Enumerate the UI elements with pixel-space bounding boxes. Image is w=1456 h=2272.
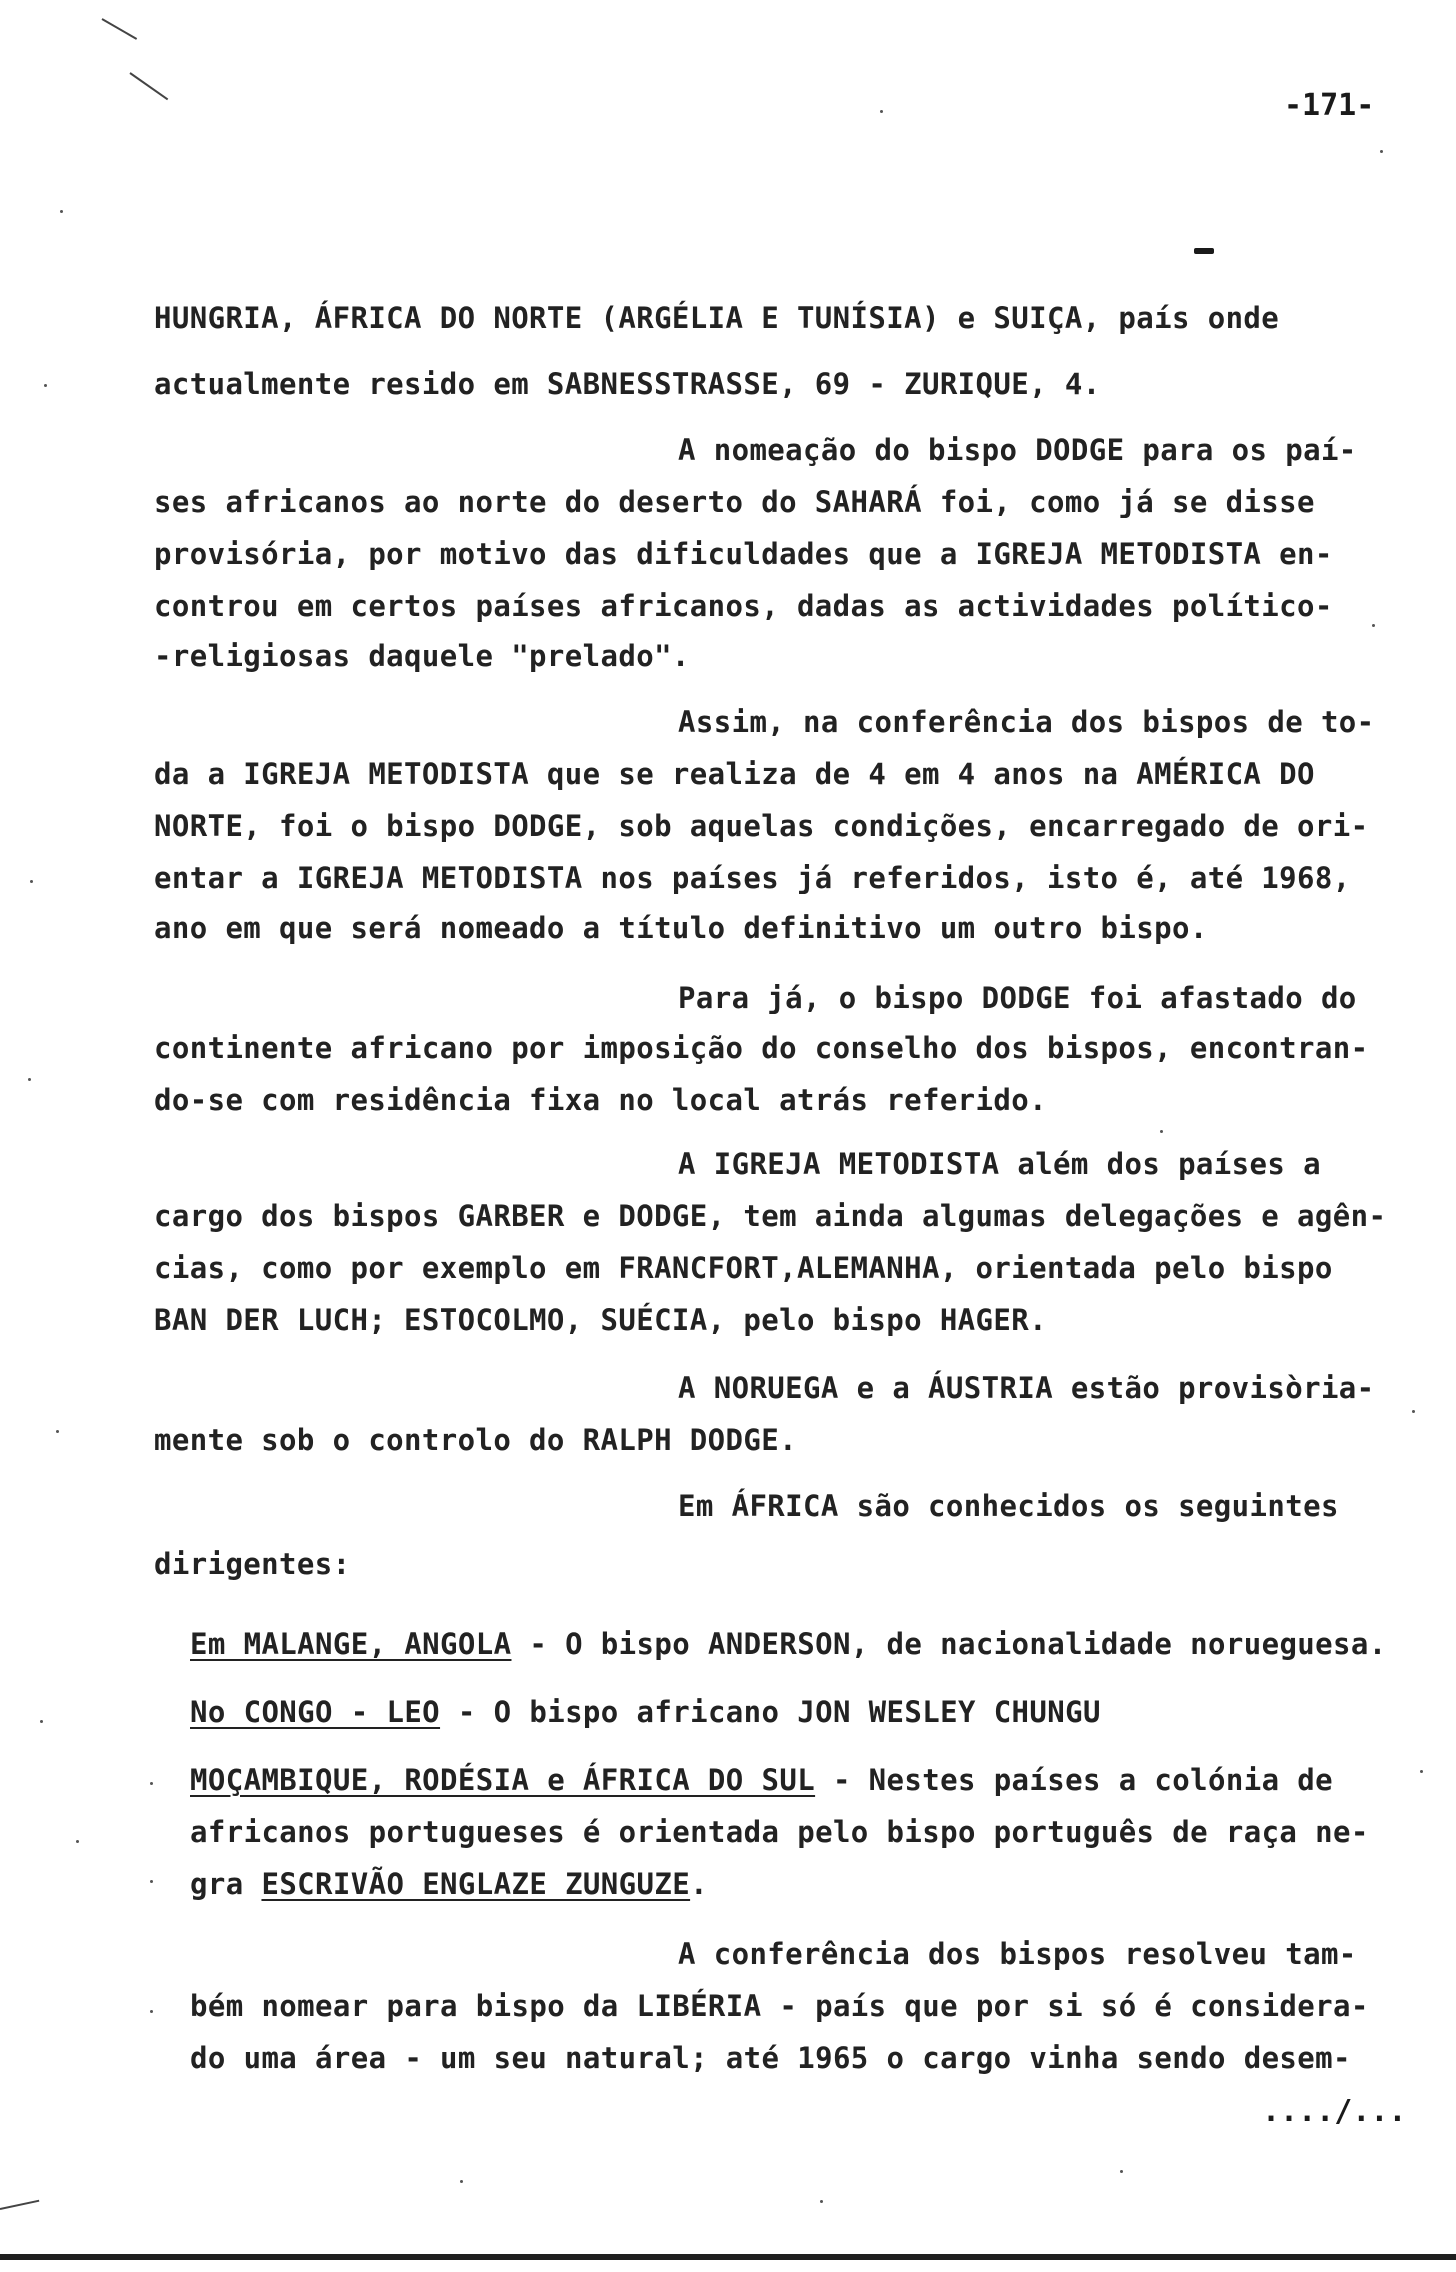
text-line: cias, como por exemplo em FRANCFORT,ALEMANHA, orientada pelo bispo bbox=[154, 1251, 1333, 1285]
scan-scratch bbox=[0, 2200, 39, 2210]
text-line: Assim, na conferência dos bispos de to- bbox=[678, 705, 1375, 739]
text-line: controu em certos países africanos, dadas as actividades político- bbox=[154, 589, 1333, 623]
text-fragment: . bbox=[690, 1867, 708, 1901]
scan-speck bbox=[1372, 624, 1375, 627]
text-fragment: gra bbox=[190, 1867, 262, 1901]
text-line: A nomeação do bispo DODGE para os paí- bbox=[678, 433, 1357, 467]
text-line: A NORUEGA e a ÁUSTRIA estão provisòria- bbox=[678, 1371, 1375, 1405]
leader-text: - O bispo ANDERSON, de nacionalidade norueguesa. bbox=[511, 1627, 1387, 1661]
text-line: ses africanos ao norte do deserto do SAHARÁ foi, como já se disse bbox=[154, 485, 1315, 519]
text-line: ano em que será nomeado a título definitivo um outro bispo. bbox=[154, 911, 1208, 945]
leader-place: MOÇAMBIQUE, RODÉSIA e ÁFRICA DO SUL bbox=[190, 1763, 816, 1797]
scan-speck bbox=[40, 1720, 43, 1723]
text-line: do-se com residência fixa no local atrás referido. bbox=[154, 1083, 1047, 1117]
text-line: bém nomear para bispo da LIBÉRIA - país que por si só é considera- bbox=[190, 1989, 1369, 2023]
leader-text: - Nestes países a colónia de bbox=[815, 1763, 1334, 1797]
scan-speck bbox=[880, 110, 883, 113]
leader-place: Em MALANGE, ANGOLA bbox=[190, 1627, 512, 1661]
leader-name: ESCRIVÃO ENGLAZE ZUNGUZE bbox=[261, 1867, 691, 1901]
text-line: BAN DER LUCH; ESTOCOLMO, SUÉCIA, pelo bispo HAGER. bbox=[154, 1303, 1047, 1337]
text-line: -religiosas daquele "prelado". bbox=[154, 639, 690, 673]
text-line: Para já, o bispo DODGE foi afastado do bbox=[678, 981, 1357, 1015]
text-line: actualmente resido em SABNESSTRASSE, 69 - ZURIQUE, 4. bbox=[154, 367, 1101, 401]
text-line: HUNGRIA, ÁFRICA DO NORTE (ARGÉLIA E TUNÍSIA) e SUIÇA, país onde bbox=[154, 301, 1280, 335]
text-line: continente africano por imposição do conselho dos bispos, encontran- bbox=[154, 1031, 1369, 1065]
text-line: mente sob o controlo do RALPH DODGE. bbox=[154, 1423, 797, 1457]
scan-speck bbox=[30, 880, 33, 883]
scan-scratch bbox=[129, 72, 168, 100]
continuation-mark: ..../... bbox=[1262, 2094, 1407, 2129]
leader-text: - O bispo africano JON WESLEY CHUNGU bbox=[440, 1695, 1101, 1729]
text-line: provisória, por motivo das dificuldades que a IGREJA METODISTA en- bbox=[154, 537, 1333, 571]
leader-place: No CONGO - LEO bbox=[190, 1695, 441, 1729]
scan-speck bbox=[1420, 1770, 1423, 1773]
leader-entry-mozambique-line3 bbox=[190, 1866, 708, 1902]
page-number: -171- bbox=[1284, 88, 1375, 123]
scan-bottom-edge bbox=[0, 2254, 1456, 2260]
text-line: africanos portugueses é orientada pelo bispo português de raça ne- bbox=[190, 1815, 1369, 1849]
scan-speck bbox=[150, 1782, 153, 1785]
scan-scratch bbox=[102, 18, 138, 40]
leader-entry-angola bbox=[190, 1626, 1387, 1662]
scan-speck bbox=[28, 1078, 31, 1081]
text-line: NORTE, foi o bispo DODGE, sob aquelas condições, encarregado de ori- bbox=[154, 809, 1369, 843]
leader-entry-mozambique bbox=[190, 1762, 1333, 1798]
scan-speck bbox=[60, 210, 63, 213]
scan-speck bbox=[1120, 2170, 1123, 2173]
text-line: da a IGREJA METODISTA que se realiza de 4 em 4 anos na AMÉRICA DO bbox=[154, 757, 1315, 791]
scan-speck bbox=[1412, 1410, 1415, 1413]
scan-speck bbox=[1160, 1130, 1163, 1133]
scan-speck bbox=[150, 1880, 153, 1883]
text-line: Em ÁFRICA são conhecidos os seguintes bbox=[678, 1489, 1339, 1523]
scan-speck bbox=[1380, 150, 1383, 153]
scan-speck bbox=[820, 2200, 823, 2203]
leader-entry-congo bbox=[190, 1694, 1101, 1730]
text-line: dirigentes: bbox=[154, 1547, 351, 1581]
scan-speck bbox=[76, 1840, 79, 1843]
text-line: cargo dos bispos GARBER e DODGE, tem ainda algumas delegações e agên- bbox=[154, 1199, 1387, 1233]
text-line: A conferência dos bispos resolveu tam- bbox=[678, 1937, 1357, 1971]
scan-speck bbox=[150, 2010, 153, 2013]
text-line: A IGREJA METODISTA além dos países a bbox=[678, 1147, 1321, 1181]
text-line: do uma área - um seu natural; até 1965 o cargo vinha sendo desem- bbox=[190, 2041, 1351, 2075]
scan-speck bbox=[460, 2180, 463, 2183]
scan-speck bbox=[56, 1430, 59, 1433]
text-line: entar a IGREJA METODISTA nos países já referidos, isto é, até 1968, bbox=[154, 861, 1351, 895]
scan-speck bbox=[44, 384, 47, 387]
ink-dash-mark bbox=[1194, 248, 1214, 254]
